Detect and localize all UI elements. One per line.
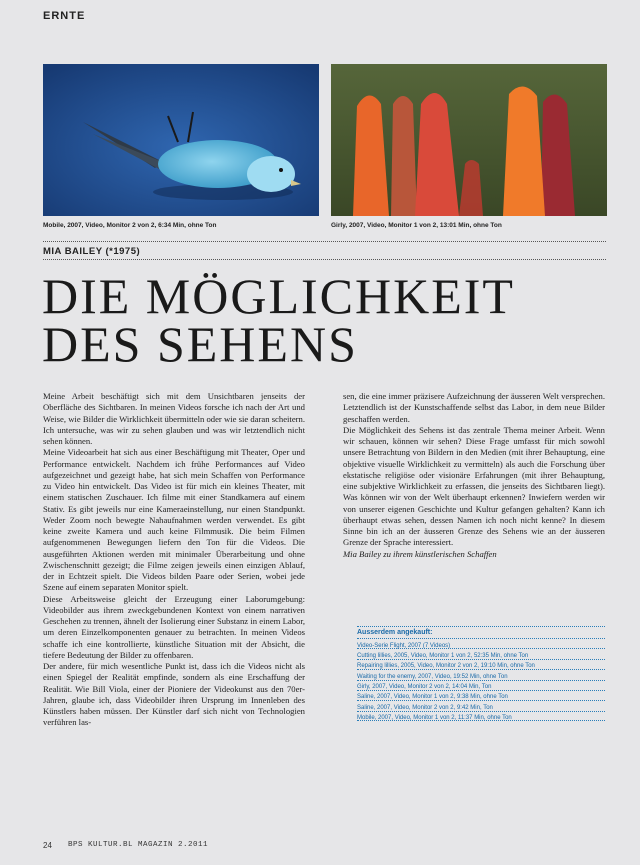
body-column-right (343, 391, 605, 560)
divider (43, 259, 606, 260)
bird-image (43, 64, 319, 216)
photo-caption-left: Mobile, 2007, Video, Monitor 2 von 2, 6:34 Min, ohne Ton (43, 222, 217, 229)
paragraph: Diese Arbeitsweise gleicht der Erzeugung einer Laborumgebung: Videobilder aus ihrem zweckgebundenen Kontext von einem narrativen Geschehen zu trennen, ähnelt der Isolierung einer Substanz in einem Labor, um deren Einzelkomponenten genauer zu betrachten. In meinen Videos schaffe ich eine kontrollierte, künstliche Situation mit der Absicht, die tiefere Bedeutung der Bilder zu offenbaren. (43, 593, 305, 660)
list-item: Repairing lillies, 2005, Video, Monitor 2 von 2, 19:10 Min, ohne Ton (357, 659, 605, 669)
article-title (42, 268, 515, 372)
title-line-1: DIE MÖGLICHKEIT (42, 268, 515, 324)
paragraph: Der andere, für mich wesentliche Punkt ist, dass ich die Videos nicht als einen Spiegel der Realität empfinde, sondern als eine Erschaffung der Realität. Wie Bill Viola, einer der Pioniere der Videokunst aus den 70er-Jahren, glaube ich, dass Videobilder ihren Ursprung im Innenleben des Künstlers haben müssen. Der Künstler darf sich nicht von Technologien verführen las- (43, 661, 305, 728)
body-column-left (43, 391, 305, 729)
page-number: 24 (43, 841, 52, 850)
photo-caption-right: Girly, 2007, Video, Monitor 1 von 2, 13:01 Min, ohne Ton (331, 222, 502, 229)
photo-girly (331, 64, 607, 216)
paragraph: sen, die eine immer präzisere Aufzeichnung der äusseren Welt versprechen. Letztendlich ist der Kunstschaffende selbst das Labor, in dem neue Bilder geschaffen werden. (343, 391, 605, 424)
magazine-title: BPS KULTUR.BL MAGAZIN 2.2011 (68, 841, 209, 849)
paragraph: Meine Videoarbeit hat sich aus einer Beschäftigung mit Theater, Oper und Performance entwickelt. Nachdem ich frühe Performances auf Video aufgezeichnet und gezeigt habe, hat sich mein Schaffen von Performance zu Video hin entwickelt. Das Video ist für mich ein kleines Theater, mit einem statischen Zuschauer. Ich filme mit einer Standkamera auf einem Stativ. Es gibt jeweils nur eine Kameraeinstellung, nur einen Standpunkt. Weder Zoom noch bewegte Nahaufnahmen werden verwendet. Es gibt keine zweite Kamera und auch keine Filmmusik. Die beim Filmen aufgenommenen Bewegungen liefern den Ton für die Videos. Die ausgeführten Aktionen werden mit minimaler Überarbeitung und ohne Zwischenschnitt gezeigt; die Filme zeigen jeweils einen einzigen Ablauf, der in Echtzeit spielt. Die Videos bilden Paare oder Serien, wobei jede Szene auf einem separaten Monitor spielt. (43, 447, 305, 593)
divider (43, 241, 606, 242)
acquired-heading: Ausserdem angekauft: (357, 626, 605, 638)
author-line: MIA BAILEY (*1975) (43, 246, 141, 257)
list-item: Video-Serie Flight, 2007 (7 Videos) (357, 638, 605, 648)
section-label: ERNTE (43, 10, 86, 22)
list-item: Mobile, 2007, Video, Monitor 1 von 2, 11:37 Min, ohne Ton (357, 711, 605, 721)
photo-mobile (43, 64, 319, 216)
title-line-2: DES SEHENS (42, 316, 358, 372)
list-item: Saline, 2007, Video, Monitor 2 von 2, 9:42 Min, Ton (357, 700, 605, 710)
figures-image (331, 64, 607, 216)
list-item: Cutting lillies, 2005, Video, Monitor 1 von 2, 52:35 Min, ohne Ton (357, 648, 605, 658)
paragraph: Meine Arbeit beschäftigt sich mit dem Unsichtbaren jenseits der Oberfläche des Sichtbaren. In meinen Videos forsche ich nach der Art und Weise, wie Bilder die Wirklichkeit übermitteln oder wie sie daran scheitern. Ich untersuche, was wir zu sehen glauben und was wir letztendlich nicht sehen können. (43, 391, 305, 446)
paragraph: Die Möglichkeit des Sehens ist das zentrale Thema meiner Arbeit. Wenn wir schauen, können wir sehen? Diese Frage umfasst für mich sowohl unsere Betrachtung von Bildern in den Medien (mit ihrer Behauptung, eine objektive visuelle Wirklichkeit zu vermitteln) als auch die Forschung über ekstatische religiöse oder visionäre Erfahrungen (mit ihrer Behauptung, eine subjektive Wirklichkeit zu erfassen, die jenseits des Sichtbaren liegt). Was können wir von der Welt überhaupt erkennen? Inwiefern werden wir von unserer eigenen Geschichte und Kultur gefangen gehalten? Kann ich überhaupt etwas sehen, dessen Namen ich noch nicht kenne? In diesem Sinne bin ich an der äusseren Grenze des Sehens wie an der äusseren Grenze der Sprache interessiert. (343, 424, 605, 548)
signature: Mia Bailey zu ihrem künstlerischen Schaffen (343, 548, 497, 559)
list-item: Waiting for the enemy, 2007, Video, 19:52 Min, ohne Ton (357, 669, 605, 679)
list-item: Girly, 2007, Video, Monitor 2 von 2, 14:04 Min, Ton (357, 680, 605, 690)
acquired-list (357, 626, 605, 721)
list-item: Saline, 2007, Video, Monitor 1 von 2, 9:38 Min, ohne Ton (357, 690, 605, 700)
